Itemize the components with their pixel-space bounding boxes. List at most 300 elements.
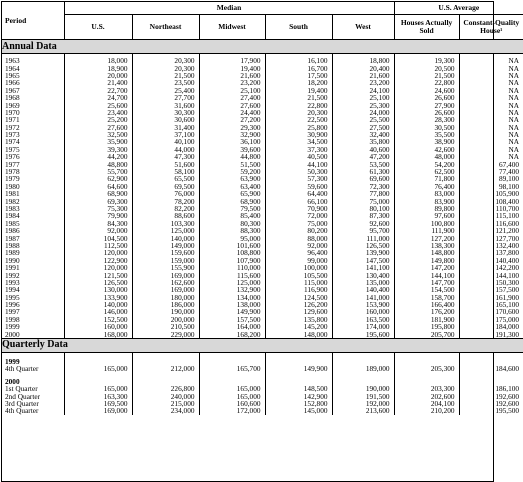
west-cell: 130,400 bbox=[332, 271, 394, 278]
northeast-cell: 162,600 bbox=[132, 279, 199, 286]
constant-quality-cell: 105,900 bbox=[495, 189, 520, 199]
midwest-cell: 65,900 bbox=[199, 190, 265, 197]
midwest-cell: 108,800 bbox=[199, 249, 265, 256]
south-cell: 22,500 bbox=[265, 116, 332, 123]
constant-quality-cell: 121,200 bbox=[495, 226, 520, 236]
period-cell: 3rd Quarter bbox=[2, 400, 64, 407]
midwest-cell: 24,400 bbox=[199, 109, 265, 116]
houses-sold-cell: 111,900 bbox=[394, 227, 459, 234]
west-cell: 21,600 bbox=[332, 72, 394, 79]
constant-quality-cell: 191,300 bbox=[495, 329, 520, 339]
west-cell: 25,300 bbox=[332, 101, 394, 108]
constant-quality-cell: 175,000 bbox=[495, 314, 520, 324]
us-cell: 62,900 bbox=[64, 175, 132, 182]
period-cell: 1999 bbox=[2, 323, 64, 330]
northeast-cell: 30,600 bbox=[132, 116, 199, 123]
period-cell: 1966 bbox=[2, 79, 64, 86]
constant-quality-cell: NA bbox=[508, 122, 520, 132]
constant-quality-cell: NA bbox=[508, 130, 520, 140]
us-cell: 69,300 bbox=[64, 197, 132, 204]
period-cell: 1976 bbox=[2, 153, 64, 160]
year-label: 2000 bbox=[2, 378, 64, 385]
south-cell: 80,200 bbox=[265, 227, 332, 234]
us-cell: 126,500 bbox=[64, 279, 132, 286]
west-cell: 72,300 bbox=[332, 183, 394, 190]
northeast-cell: 149,000 bbox=[132, 242, 199, 249]
period-cell: 1989 bbox=[2, 249, 64, 256]
south-cell: 149,900 bbox=[265, 365, 332, 372]
northeast-cell: 155,900 bbox=[132, 264, 199, 271]
northeast-cell: 65,500 bbox=[132, 175, 199, 182]
us-cell: 169,500 bbox=[64, 400, 132, 407]
houses-sold-cell: 35,500 bbox=[394, 131, 459, 138]
constant-quality-cell: 195,500 bbox=[495, 406, 520, 416]
constant-quality-cell: NA bbox=[508, 78, 520, 88]
period-cell: 1992 bbox=[2, 271, 64, 278]
northeast-cell: 180,000 bbox=[132, 294, 199, 301]
west-cell: 213,600 bbox=[332, 407, 394, 414]
houses-sold-cell: 83,900 bbox=[394, 197, 459, 204]
south-cell: 50,300 bbox=[265, 168, 332, 175]
northeast-cell: 31,400 bbox=[132, 124, 199, 131]
west-cell: 32,400 bbox=[332, 131, 394, 138]
houses-sold-cell: 195,800 bbox=[394, 323, 459, 330]
houses-sold-cell: 30,500 bbox=[394, 124, 459, 131]
constant-quality-cell: 140,400 bbox=[495, 255, 520, 265]
midwest-cell: 27,400 bbox=[199, 94, 265, 101]
constant-quality-cell: 127,700 bbox=[495, 233, 520, 243]
west-cell: 25,500 bbox=[332, 116, 394, 123]
northeast-cell: 82,200 bbox=[132, 205, 199, 212]
midwest-cell: 132,900 bbox=[199, 286, 265, 293]
midwest-cell: 25,100 bbox=[199, 87, 265, 94]
houses-sold-cell: 42,600 bbox=[394, 146, 459, 153]
west-cell: 61,300 bbox=[332, 168, 394, 175]
quarterly-row bbox=[2, 407, 523, 414]
us-cell: 18,000 bbox=[64, 57, 132, 64]
midwest-cell: 79,500 bbox=[199, 205, 265, 212]
us-cell: 21,400 bbox=[64, 79, 132, 86]
period-cell: 1984 bbox=[2, 212, 64, 219]
period-cell: 1985 bbox=[2, 220, 64, 227]
constant-quality-cell: 116,600 bbox=[495, 218, 520, 228]
us-cell: 92,000 bbox=[64, 227, 132, 234]
period-cell: 1991 bbox=[2, 264, 64, 271]
constant-quality-cell: 184,600 bbox=[495, 364, 520, 374]
midwest-cell: 36,100 bbox=[199, 138, 265, 145]
midwest-cell: 172,000 bbox=[199, 407, 265, 414]
south-cell: 66,100 bbox=[265, 197, 332, 204]
constant-quality-cell: NA bbox=[508, 115, 520, 125]
quarterly-row bbox=[2, 365, 523, 372]
us-cell: 27,600 bbox=[64, 124, 132, 131]
us-cell: 55,700 bbox=[64, 168, 132, 175]
midwest-cell: 168,200 bbox=[199, 330, 265, 338]
west-cell: 27,500 bbox=[332, 124, 394, 131]
us-cell: 68,900 bbox=[64, 190, 132, 197]
south-cell: 25,800 bbox=[265, 124, 332, 131]
us-cell: 104,500 bbox=[64, 234, 132, 241]
houses-sold-cell: 203,300 bbox=[394, 385, 459, 392]
northeast-cell: 27,700 bbox=[132, 94, 199, 101]
northeast-cell: 76,000 bbox=[132, 190, 199, 197]
northeast-cell: 88,600 bbox=[132, 212, 199, 219]
houses-sold-cell: 149,800 bbox=[394, 257, 459, 264]
northeast-cell: 23,500 bbox=[132, 79, 199, 86]
constant-quality-cell: 108,400 bbox=[495, 196, 520, 206]
midwest-cell: 80,300 bbox=[199, 220, 265, 227]
west-cell: 25,100 bbox=[332, 94, 394, 101]
northeast-cell: 31,600 bbox=[132, 101, 199, 108]
west-cell: 35,800 bbox=[332, 138, 394, 145]
midwest-cell: 165,000 bbox=[199, 392, 265, 399]
northeast-cell: 40,100 bbox=[132, 138, 199, 145]
houses-sold-cell: 20,500 bbox=[394, 64, 459, 71]
houses-sold-cell: 83,000 bbox=[394, 190, 459, 197]
period-cell: 1973 bbox=[2, 131, 64, 138]
constant-quality-cell: 161,900 bbox=[495, 292, 520, 302]
south-cell: 16,700 bbox=[265, 64, 332, 71]
northeast-cell: 37,100 bbox=[132, 131, 199, 138]
constant-quality-cell: 89,100 bbox=[498, 174, 520, 184]
south-cell: 21,500 bbox=[265, 94, 332, 101]
period-cell: 1981 bbox=[2, 190, 64, 197]
northeast-cell: 200,000 bbox=[132, 316, 199, 323]
west-cell: 141,100 bbox=[332, 264, 394, 271]
houses-sold-cell: 26,600 bbox=[394, 109, 459, 116]
midwest-cell: 21,600 bbox=[199, 72, 265, 79]
south-cell: 18,200 bbox=[265, 79, 332, 86]
south-cell: 16,100 bbox=[265, 57, 332, 64]
us-cell: 146,000 bbox=[64, 308, 132, 315]
midwest-cell: 63,400 bbox=[199, 183, 265, 190]
houses-sold-cell: 71,800 bbox=[394, 175, 459, 182]
period-cell: 1977 bbox=[2, 160, 64, 167]
column-header-constant-quality: Constant-Quality House¹ bbox=[459, 15, 523, 40]
west-cell: 160,000 bbox=[332, 308, 394, 315]
period-cell: 1968 bbox=[2, 94, 64, 101]
houses-sold-cell: 19,300 bbox=[394, 57, 459, 64]
period-cell: 4th Quarter bbox=[2, 365, 64, 372]
houses-sold-cell: 144,100 bbox=[394, 271, 459, 278]
houses-sold-cell: 54,200 bbox=[394, 160, 459, 167]
northeast-cell: 215,000 bbox=[132, 400, 199, 407]
houses-sold-cell: 22,800 bbox=[394, 79, 459, 86]
constant-quality-cell: NA bbox=[508, 63, 520, 73]
us-cell: 84,300 bbox=[64, 220, 132, 227]
constant-quality-cell: 144,100 bbox=[495, 270, 520, 280]
houses-sold-cell: 27,900 bbox=[394, 101, 459, 108]
midwest-cell: 29,300 bbox=[199, 124, 265, 131]
houses-sold-cell: 154,500 bbox=[394, 286, 459, 293]
section-header-quarterly bbox=[2, 338, 523, 352]
quarterly-data-body bbox=[2, 338, 523, 414]
west-cell: 140,400 bbox=[332, 286, 394, 293]
midwest-cell: 68,900 bbox=[199, 197, 265, 204]
houses-sold-cell: 38,900 bbox=[394, 138, 459, 145]
west-cell: 18,800 bbox=[332, 57, 394, 64]
period-cell: 1967 bbox=[2, 87, 64, 94]
west-cell: 53,500 bbox=[332, 160, 394, 167]
us-cell: 20,000 bbox=[64, 72, 132, 79]
west-cell: 153,900 bbox=[332, 301, 394, 308]
midwest-cell: 115,600 bbox=[199, 271, 265, 278]
west-cell: 69,600 bbox=[332, 175, 394, 182]
south-cell: 129,600 bbox=[265, 308, 332, 315]
south-cell: 64,400 bbox=[265, 190, 332, 197]
midwest-cell: 59,200 bbox=[199, 168, 265, 175]
constant-quality-cell: 170,600 bbox=[495, 307, 520, 317]
south-cell: 142,900 bbox=[265, 392, 332, 399]
west-cell: 40,600 bbox=[332, 146, 394, 153]
median-price-table bbox=[2, 2, 523, 415]
constant-quality-cell: 150,300 bbox=[495, 277, 520, 287]
west-cell: 75,000 bbox=[332, 197, 394, 204]
west-cell: 141,000 bbox=[332, 294, 394, 301]
period-cell: 1994 bbox=[2, 286, 64, 293]
houses-sold-cell: 21,500 bbox=[394, 72, 459, 79]
houses-sold-cell: 127,200 bbox=[394, 234, 459, 241]
south-cell: 40,500 bbox=[265, 153, 332, 160]
us-cell: 25,600 bbox=[64, 101, 132, 108]
midwest-cell: 51,500 bbox=[199, 160, 265, 167]
west-cell: 80,100 bbox=[332, 205, 394, 212]
header-row-columns bbox=[2, 15, 523, 40]
south-cell: 126,200 bbox=[265, 301, 332, 308]
constant-quality-cell: 186,100 bbox=[495, 384, 520, 394]
midwest-cell: 165,000 bbox=[199, 385, 265, 392]
column-header-us: U.S. bbox=[64, 15, 132, 40]
us-cell: 112,500 bbox=[64, 242, 132, 249]
us-cell: 18,900 bbox=[64, 64, 132, 71]
northeast-cell: 186,000 bbox=[132, 301, 199, 308]
houses-sold-cell: 210,200 bbox=[394, 407, 459, 414]
us-cell: 79,900 bbox=[64, 212, 132, 219]
period-cell: 1975 bbox=[2, 146, 64, 153]
us-cell: 48,800 bbox=[64, 160, 132, 167]
column-header-midwest: Midwest bbox=[199, 15, 265, 40]
us-cell: 120,000 bbox=[64, 264, 132, 271]
south-cell: 30,900 bbox=[265, 131, 332, 138]
constant-quality-cell: 137,800 bbox=[495, 248, 520, 258]
period-cell: 1980 bbox=[2, 183, 64, 190]
houses-sold-cell: 204,100 bbox=[394, 400, 459, 407]
period-cell: 1995 bbox=[2, 294, 64, 301]
northeast-cell: 125,000 bbox=[132, 227, 199, 234]
west-cell: 174,000 bbox=[332, 323, 394, 330]
northeast-cell: 190,000 bbox=[132, 308, 199, 315]
column-header-houses-sold: Houses Actually Sold bbox=[394, 15, 459, 40]
constant-quality-cell: 115,100 bbox=[495, 211, 520, 221]
houses-sold-cell: 62,500 bbox=[394, 168, 459, 175]
midwest-cell: 44,800 bbox=[199, 153, 265, 160]
midwest-cell: 23,200 bbox=[199, 79, 265, 86]
us-cell: 75,300 bbox=[64, 205, 132, 212]
period-cell: 1974 bbox=[2, 138, 64, 145]
south-cell: 72,000 bbox=[265, 212, 332, 219]
northeast-cell: 226,800 bbox=[132, 385, 199, 392]
northeast-cell: 44,000 bbox=[132, 146, 199, 153]
period-cell: 1987 bbox=[2, 234, 64, 241]
annual-data-title: Annual Data bbox=[2, 40, 523, 54]
northeast-cell: 240,000 bbox=[132, 392, 199, 399]
south-cell: 34,500 bbox=[265, 138, 332, 145]
west-cell: 135,000 bbox=[332, 279, 394, 286]
west-cell: 139,900 bbox=[332, 249, 394, 256]
houses-sold-cell: 176,200 bbox=[394, 308, 459, 315]
northeast-cell: 20,300 bbox=[132, 57, 199, 64]
houses-sold-cell: 202,600 bbox=[394, 392, 459, 399]
west-cell: 192,000 bbox=[332, 400, 394, 407]
period-cell: 1963 bbox=[2, 57, 64, 64]
northeast-cell: 103,300 bbox=[132, 220, 199, 227]
south-cell: 92,000 bbox=[265, 242, 332, 249]
northeast-cell: 212,000 bbox=[132, 365, 199, 372]
houses-sold-cell: 48,000 bbox=[394, 153, 459, 160]
houses-sold-cell: 26,600 bbox=[394, 94, 459, 101]
column-header-west: West bbox=[332, 15, 394, 40]
south-cell: 145,000 bbox=[265, 407, 332, 414]
constant-quality-cell: 184,000 bbox=[495, 322, 520, 332]
west-cell: 77,800 bbox=[332, 190, 394, 197]
west-cell: 111,000 bbox=[332, 234, 394, 241]
northeast-cell: 69,500 bbox=[132, 183, 199, 190]
midwest-cell: 63,900 bbox=[199, 175, 265, 182]
us-cell: 25,200 bbox=[64, 116, 132, 123]
west-cell: 195,600 bbox=[332, 330, 394, 338]
midwest-cell: 149,900 bbox=[199, 308, 265, 315]
west-cell: 23,200 bbox=[332, 79, 394, 86]
south-cell: 145,200 bbox=[265, 323, 332, 330]
period-cell: 1998 bbox=[2, 316, 64, 323]
northeast-cell: 210,500 bbox=[132, 323, 199, 330]
us-cell: 152,500 bbox=[64, 316, 132, 323]
south-cell: 105,500 bbox=[265, 271, 332, 278]
us-cell: 130,000 bbox=[64, 286, 132, 293]
west-cell: 47,200 bbox=[332, 153, 394, 160]
constant-quality-cell: 67,400 bbox=[498, 159, 520, 169]
constant-quality-cell: 192,600 bbox=[495, 391, 520, 401]
period-cell: 1964 bbox=[2, 64, 64, 71]
annual-row bbox=[2, 330, 523, 338]
us-cell: 121,500 bbox=[64, 271, 132, 278]
houses-sold-cell: 166,400 bbox=[394, 301, 459, 308]
west-cell: 20,400 bbox=[332, 64, 394, 71]
houses-sold-cell: 147,700 bbox=[394, 279, 459, 286]
period-cell: 1988 bbox=[2, 242, 64, 249]
south-cell: 152,800 bbox=[265, 400, 332, 407]
west-cell: 87,300 bbox=[332, 212, 394, 219]
constant-quality-cell: 165,100 bbox=[495, 300, 520, 310]
us-cell: 32,500 bbox=[64, 131, 132, 138]
west-cell: 190,000 bbox=[332, 385, 394, 392]
midwest-cell: 165,700 bbox=[199, 365, 265, 372]
west-cell: 189,000 bbox=[332, 365, 394, 372]
houses-sold-cell: 89,800 bbox=[394, 205, 459, 212]
period-cell: 4th Quarter bbox=[2, 407, 64, 414]
south-cell: 135,800 bbox=[265, 316, 332, 323]
year-label: 1999 bbox=[2, 358, 64, 365]
midwest-cell: 110,000 bbox=[199, 264, 265, 271]
south-cell: 37,300 bbox=[265, 146, 332, 153]
houses-sold-cell: 158,700 bbox=[394, 294, 459, 301]
constant-quality-cell: NA bbox=[508, 85, 520, 95]
us-cell: 160,000 bbox=[64, 323, 132, 330]
constant-quality-cell: 132,400 bbox=[495, 240, 520, 250]
houses-sold-cell: 97,600 bbox=[394, 212, 459, 219]
south-cell: 59,600 bbox=[265, 183, 332, 190]
period-cell: 1982 bbox=[2, 197, 64, 204]
houses-sold-cell: 24,600 bbox=[394, 87, 459, 94]
northeast-cell: 25,400 bbox=[132, 87, 199, 94]
midwest-cell: 17,900 bbox=[199, 57, 265, 64]
houses-sold-cell: 76,400 bbox=[394, 183, 459, 190]
south-cell: 22,800 bbox=[265, 101, 332, 108]
us-cell: 133,900 bbox=[64, 294, 132, 301]
period-cell: 1990 bbox=[2, 257, 64, 264]
midwest-cell: 164,000 bbox=[199, 323, 265, 330]
period-cell: 1970 bbox=[2, 109, 64, 116]
northeast-cell: 159,000 bbox=[132, 257, 199, 264]
south-cell: 99,000 bbox=[265, 257, 332, 264]
northeast-cell: 229,000 bbox=[132, 330, 199, 338]
constant-quality-cell: 110,700 bbox=[495, 204, 520, 213]
midwest-cell: 32,900 bbox=[199, 131, 265, 138]
south-cell: 148,500 bbox=[265, 385, 332, 392]
south-cell: 148,000 bbox=[265, 330, 332, 338]
midwest-cell: 95,000 bbox=[199, 234, 265, 241]
west-cell: 92,600 bbox=[332, 220, 394, 227]
west-cell: 163,500 bbox=[332, 316, 394, 323]
period-cell: 1972 bbox=[2, 124, 64, 131]
northeast-cell: 51,600 bbox=[132, 160, 199, 167]
midwest-cell: 85,400 bbox=[199, 212, 265, 219]
us-cell: 24,700 bbox=[64, 94, 132, 101]
houses-sold-cell: 100,800 bbox=[394, 220, 459, 227]
period-header: Period bbox=[2, 2, 64, 40]
south-cell: 75,000 bbox=[265, 220, 332, 227]
period-cell: 2000 bbox=[2, 330, 64, 338]
period-cell: 1st Quarter bbox=[2, 385, 64, 392]
northeast-cell: 169,000 bbox=[132, 271, 199, 278]
constant-quality-cell: NA bbox=[508, 144, 520, 154]
us-cell: 23,400 bbox=[64, 109, 132, 116]
south-cell: 124,500 bbox=[265, 294, 332, 301]
northeast-cell: 30,300 bbox=[132, 109, 199, 116]
midwest-cell: 157,500 bbox=[199, 316, 265, 323]
annual-data-body bbox=[2, 40, 523, 339]
median-header: Median bbox=[64, 2, 394, 15]
midwest-cell: 27,600 bbox=[199, 101, 265, 108]
northeast-cell: 20,300 bbox=[132, 64, 199, 71]
midwest-cell: 101,600 bbox=[199, 242, 265, 249]
south-cell: 20,300 bbox=[265, 109, 332, 116]
northeast-cell: 78,200 bbox=[132, 197, 199, 204]
south-cell: 70,900 bbox=[265, 205, 332, 212]
us-cell: 165,000 bbox=[64, 365, 132, 372]
column-header-northeast: Northeast bbox=[132, 15, 199, 40]
us-cell: 140,000 bbox=[64, 301, 132, 308]
section-header-annual bbox=[2, 40, 523, 54]
period-cell: 1971 bbox=[2, 116, 64, 123]
midwest-cell: 125,000 bbox=[199, 279, 265, 286]
south-cell: 116,900 bbox=[265, 286, 332, 293]
us-cell: 39,300 bbox=[64, 146, 132, 153]
midwest-cell: 39,600 bbox=[199, 146, 265, 153]
period-cell: 1997 bbox=[2, 308, 64, 315]
midwest-cell: 88,300 bbox=[199, 227, 265, 234]
northeast-cell: 47,300 bbox=[132, 153, 199, 160]
